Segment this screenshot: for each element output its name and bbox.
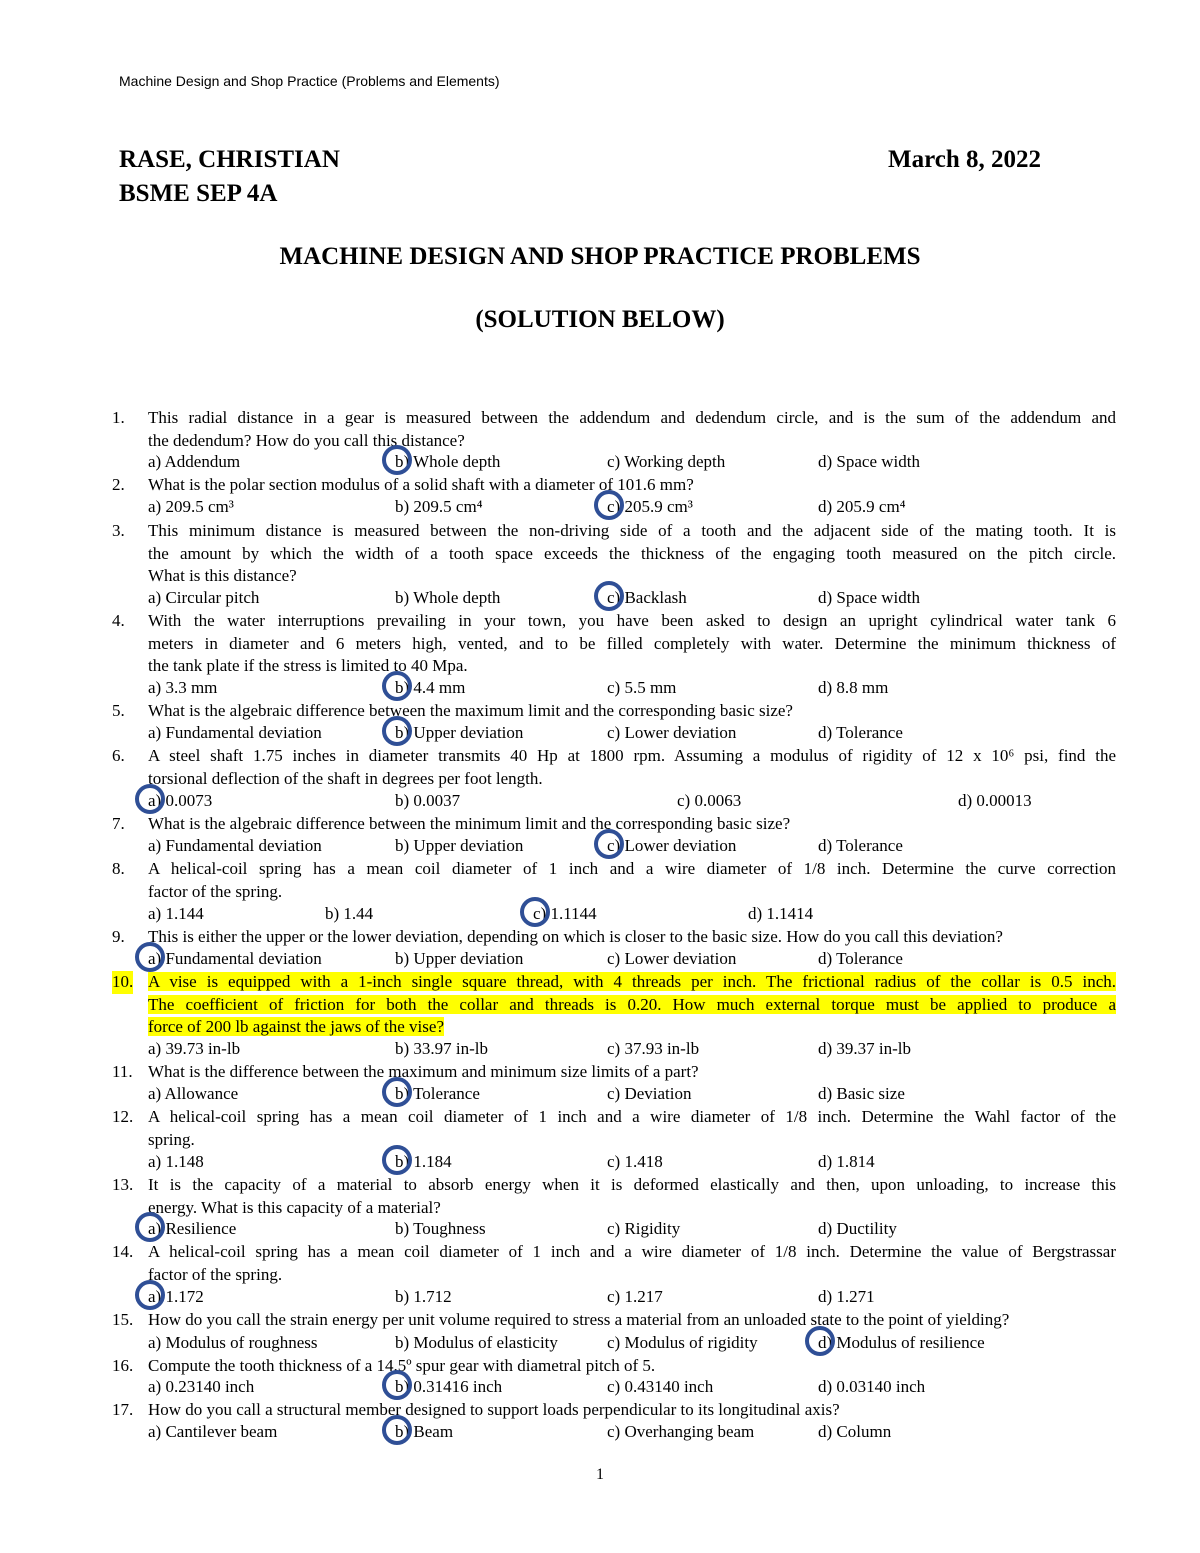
question-line: the tank plate if the stress is limited to 40 Mpa. [148, 656, 468, 676]
answer-choice: b) 1.712 [395, 1287, 452, 1306]
answer-choice: b) Whole depth [395, 588, 501, 607]
question-line: A helical-coil spring has a mean coil diameter of 1 inch and a wire diameter of 1/8 inch. Determine the Wahl factor of the [148, 1107, 1116, 1126]
answer-circle-mark [382, 1077, 412, 1107]
question-line: torsional deflection of the shaft in degrees per foot length. [148, 768, 543, 788]
answer-choice: c) 1.217 [607, 1287, 663, 1306]
answer-choice: c) Overhanging beam [607, 1422, 755, 1441]
question-line: What is the difference between the maximum and minimum size limits of a part? [148, 1062, 699, 1081]
answer-circle-mark [135, 1280, 165, 1310]
answer-choice: c) 0.0063 [677, 791, 742, 810]
answer-circle-mark [382, 1370, 412, 1400]
running-header: Machine Design and Shop Practice (Problems and Elements) [119, 73, 500, 89]
answer-circle-mark [382, 1415, 412, 1445]
question-line: the amount by which the width of a tooth space exceeds the thickness of the engaging tooth measured on the pitch circle. [148, 543, 1116, 563]
question-number: 6. [112, 746, 125, 765]
answer-choice: a) Circular pitch [148, 588, 260, 607]
answer-choice: a) Cantilever beam [148, 1422, 278, 1441]
question-text [148, 1264, 1116, 1287]
question-line: It is the capacity of a material to absorb energy when it is deformed elastically and then, upon unloading, to increase this [148, 1175, 1116, 1194]
question-text [148, 1197, 1116, 1220]
answer-choice: a) 1.144 [148, 904, 204, 923]
answer-choice: c) Lower deviation [607, 949, 737, 968]
answer-choice: c) Rigidity [607, 1219, 681, 1238]
question-text [148, 813, 1116, 836]
question-text [148, 655, 1116, 678]
answer-choice: c) Deviation [607, 1084, 692, 1103]
question-text [148, 565, 1116, 588]
answer-choice: b) 4.4 mm [395, 678, 466, 697]
answer-choice: d) 0.03140 inch [818, 1377, 926, 1396]
question-line: How do you call a structural member designed to support loads perpendicular to its longitudinal axis? [148, 1400, 840, 1419]
answer-circle-mark [520, 897, 550, 927]
question-text [148, 474, 1116, 497]
answer-choice: c) 205.9 cm³ [607, 497, 693, 516]
answer-choice: d) Tolerance [818, 836, 903, 855]
question-text [148, 610, 1116, 633]
question-text [148, 858, 1116, 881]
answer-choice: d) Tolerance [818, 949, 903, 968]
question-number: 7. [112, 814, 125, 833]
question-text [148, 994, 1116, 1017]
answer-choice: b) 1.184 [395, 1152, 452, 1171]
answer-choice: d) Modulus of resilience [818, 1333, 985, 1352]
answer-choice: b) 0.31416 inch [395, 1377, 503, 1396]
question-line: spring. [148, 1129, 195, 1149]
answer-choice: c) Lower deviation [607, 836, 737, 855]
question-line: factor of the spring. [148, 1264, 283, 1284]
question-number: 9. [112, 927, 125, 946]
answer-choice: b) Beam [395, 1422, 454, 1441]
answer-choice: a) 0.0073 [148, 791, 213, 810]
question-text [148, 926, 1116, 949]
question-line: What is this distance? [148, 566, 297, 586]
answer-choice: b) Upper deviation [395, 949, 524, 968]
answer-choice: b) Upper deviation [395, 723, 524, 742]
student-name: RASE, CHRISTIAN [119, 146, 340, 173]
answer-choice: a) 3.3 mm [148, 678, 218, 697]
answer-circle-mark [382, 671, 412, 701]
answer-choice: c) 0.43140 inch [607, 1377, 714, 1396]
question-number: 1. [112, 408, 125, 427]
question-line: What is the algebraic difference between the maximum limit and the corresponding basic size? [148, 701, 793, 720]
answer-choice: a) 209.5 cm³ [148, 497, 234, 516]
answer-choice: a) 0.23140 inch [148, 1377, 255, 1396]
question-text [148, 1241, 1116, 1264]
question-number: 4. [112, 611, 125, 630]
answer-circle-mark [382, 716, 412, 746]
question-number: 14. [112, 1242, 134, 1261]
page-title: MACHINE DESIGN AND SHOP PRACTICE PROBLEMS [279, 243, 921, 270]
question-text [148, 543, 1116, 566]
question-text [148, 430, 1116, 453]
page-number: 1 [596, 1466, 604, 1483]
answer-choice: d) 1.814 [818, 1152, 875, 1171]
answer-choice: c) 1.418 [607, 1152, 663, 1171]
answer-choice: a) Allowance [148, 1084, 239, 1103]
answer-choice: d) 1.271 [818, 1287, 875, 1306]
answer-choice: b) 33.97 in-lb [395, 1039, 489, 1058]
answer-choice: b) 209.5 cm⁴ [395, 497, 483, 516]
answer-choice: c) 1.1144 [533, 904, 597, 923]
question-number: 10. [112, 971, 133, 994]
question-text [148, 768, 1116, 791]
answer-choice: a) Fundamental deviation [148, 836, 322, 855]
document-date: March 8, 2022 [888, 146, 1041, 173]
answer-choice: c) Backlash [607, 588, 687, 607]
answer-circle-mark [805, 1326, 835, 1356]
question-text [148, 700, 1116, 723]
question-line: With the water interruptions prevailing in your town, you have been asked to design an upright cylindrical water tank 6 [148, 611, 1116, 630]
answer-choice: a) Modulus of roughness [148, 1333, 318, 1352]
question-line: This is either the upper or the lower deviation, depending on which is closer to the basic size. How do you call this deviation? [148, 927, 1003, 946]
answer-choice: b) 1.44 [325, 904, 374, 923]
question-text [148, 971, 1116, 994]
answer-choice: d) 8.8 mm [818, 678, 889, 697]
question-line: This minimum distance is measured between the non-driving side of a tooth and the adjacent side of the mating tooth. It is [148, 521, 1116, 540]
answer-circle-mark [594, 829, 624, 859]
question-line: A helical-coil spring has a mean coil diameter of 1 inch and a wire diameter of 1/8 inch. Determine the value of Bergstrassar [148, 1242, 1116, 1261]
answer-choice: a) Addendum [148, 452, 241, 471]
page-subtitle: (SOLUTION BELOW) [475, 306, 725, 333]
answer-choice: c) Modulus of rigidity [607, 1333, 758, 1352]
question-line: the dedendum? How do you call this distance? [148, 430, 465, 450]
question-number: 8. [112, 859, 125, 878]
question-line: A vise is equipped with a 1-inch single square thread, with 4 threads per inch. The frictional radius of the collar is 0.5 inch. [148, 972, 1116, 991]
question-text [148, 1016, 1116, 1039]
question-number: 16. [112, 1356, 134, 1375]
answer-choice: a) Resilience [148, 1219, 237, 1238]
answer-choice: c) 37.93 in-lb [607, 1039, 700, 1058]
question-text [148, 1309, 1116, 1332]
question-text [148, 1355, 1116, 1378]
question-line: This radial distance in a gear is measured between the addendum and dedendum circle, and is the sum of the addendum and [148, 408, 1116, 427]
answer-choice: d) Space width [818, 452, 920, 471]
answer-circle-mark [382, 1145, 412, 1175]
question-number: 2. [112, 475, 125, 494]
question-line: meters in diameter and 6 meters high, vented, and to be filled completely with water. Determine the minimum thickness of [148, 633, 1116, 653]
question-line: factor of the spring. [148, 881, 283, 901]
question-number: 12. [112, 1107, 134, 1126]
answer-choice: d) 205.9 cm⁴ [818, 497, 906, 516]
answer-choice: a) 1.148 [148, 1152, 204, 1171]
question-text [148, 1061, 1116, 1084]
answer-choice: c) Working depth [607, 452, 726, 471]
answer-choice: b) Whole depth [395, 452, 501, 471]
answer-choice: c) 5.5 mm [607, 678, 677, 697]
question-text [148, 1399, 1116, 1422]
question-text [148, 407, 1116, 430]
question-line: What is the polar section modulus of a solid shaft with a diameter of 101.6 mm? [148, 475, 694, 494]
question-line: energy. What is this capacity of a material? [148, 1197, 441, 1217]
answer-choice: a) 1.172 [148, 1287, 204, 1306]
answer-choice: b) Tolerance [395, 1084, 480, 1103]
question-text [148, 881, 1116, 904]
answer-circle-mark [135, 942, 165, 972]
question-number: 3. [112, 521, 125, 540]
answer-choice: d) Tolerance [818, 723, 903, 742]
question-number: 17. [112, 1400, 134, 1419]
answer-choice: a) 39.73 in-lb [148, 1039, 241, 1058]
answer-circle-mark [382, 445, 412, 475]
answer-choice: b) Toughness [395, 1219, 486, 1238]
answer-choice: d) 1.1414 [748, 904, 814, 923]
question-text [148, 520, 1116, 543]
question-line: A steel shaft 1.75 inches in diameter transmits 40 Hp at 1800 rpm. Assuming a modulus of rigidity of 12 x 10⁶ psi, find the [148, 746, 1116, 765]
question-line: How do you call the strain energy per unit volume required to stress a material from an unloaded state to the point of yielding? [148, 1310, 1010, 1329]
answer-choice: b) Upper deviation [395, 836, 524, 855]
question-text [148, 1129, 1116, 1152]
question-number: 11. [112, 1062, 133, 1081]
answer-choice: d) Column [818, 1422, 892, 1441]
question-line: A helical-coil spring has a mean coil diameter of 1 inch and a wire diameter of 1/8 inch. Determine the curve correction [148, 859, 1116, 878]
answer-circle-mark [135, 1212, 165, 1242]
answer-choice: b) 0.0037 [395, 791, 461, 810]
question-line: Compute the tooth thickness of a 14.5º spur gear with diametral pitch of 5. [148, 1356, 656, 1375]
student-section: BSME SEP 4A [119, 180, 278, 207]
question-line: What is the algebraic difference between the minimum limit and the corresponding basic size? [148, 814, 791, 833]
answer-choice: c) Lower deviation [607, 723, 737, 742]
answer-circle-mark [594, 490, 624, 520]
answer-choice: a) Fundamental deviation [148, 723, 322, 742]
question-number: 13. [112, 1175, 134, 1194]
question-text [148, 745, 1116, 768]
answer-choice: d) 39.37 in-lb [818, 1039, 912, 1058]
answer-circle-mark [594, 581, 624, 611]
answer-choice: a) Fundamental deviation [148, 949, 322, 968]
question-line: The coefficient of friction for both the collar and threads is 0.20. How much external torque must be applied to produce a [148, 994, 1116, 1014]
answer-circle-mark [135, 784, 165, 814]
answer-choice: d) 0.00013 [958, 791, 1032, 810]
question-line: force of 200 lb against the jaws of the vise? [148, 1017, 444, 1037]
question-text [148, 1174, 1116, 1197]
answer-choice: d) Basic size [818, 1084, 905, 1103]
answer-choice: d) Ductility [818, 1219, 897, 1238]
answer-choice: d) Space width [818, 588, 920, 607]
question-number: 5. [112, 701, 125, 720]
question-number: 15. [112, 1310, 134, 1329]
question-text [148, 1106, 1116, 1129]
question-text [148, 633, 1116, 656]
answer-choice: b) Modulus of elasticity [395, 1333, 558, 1352]
